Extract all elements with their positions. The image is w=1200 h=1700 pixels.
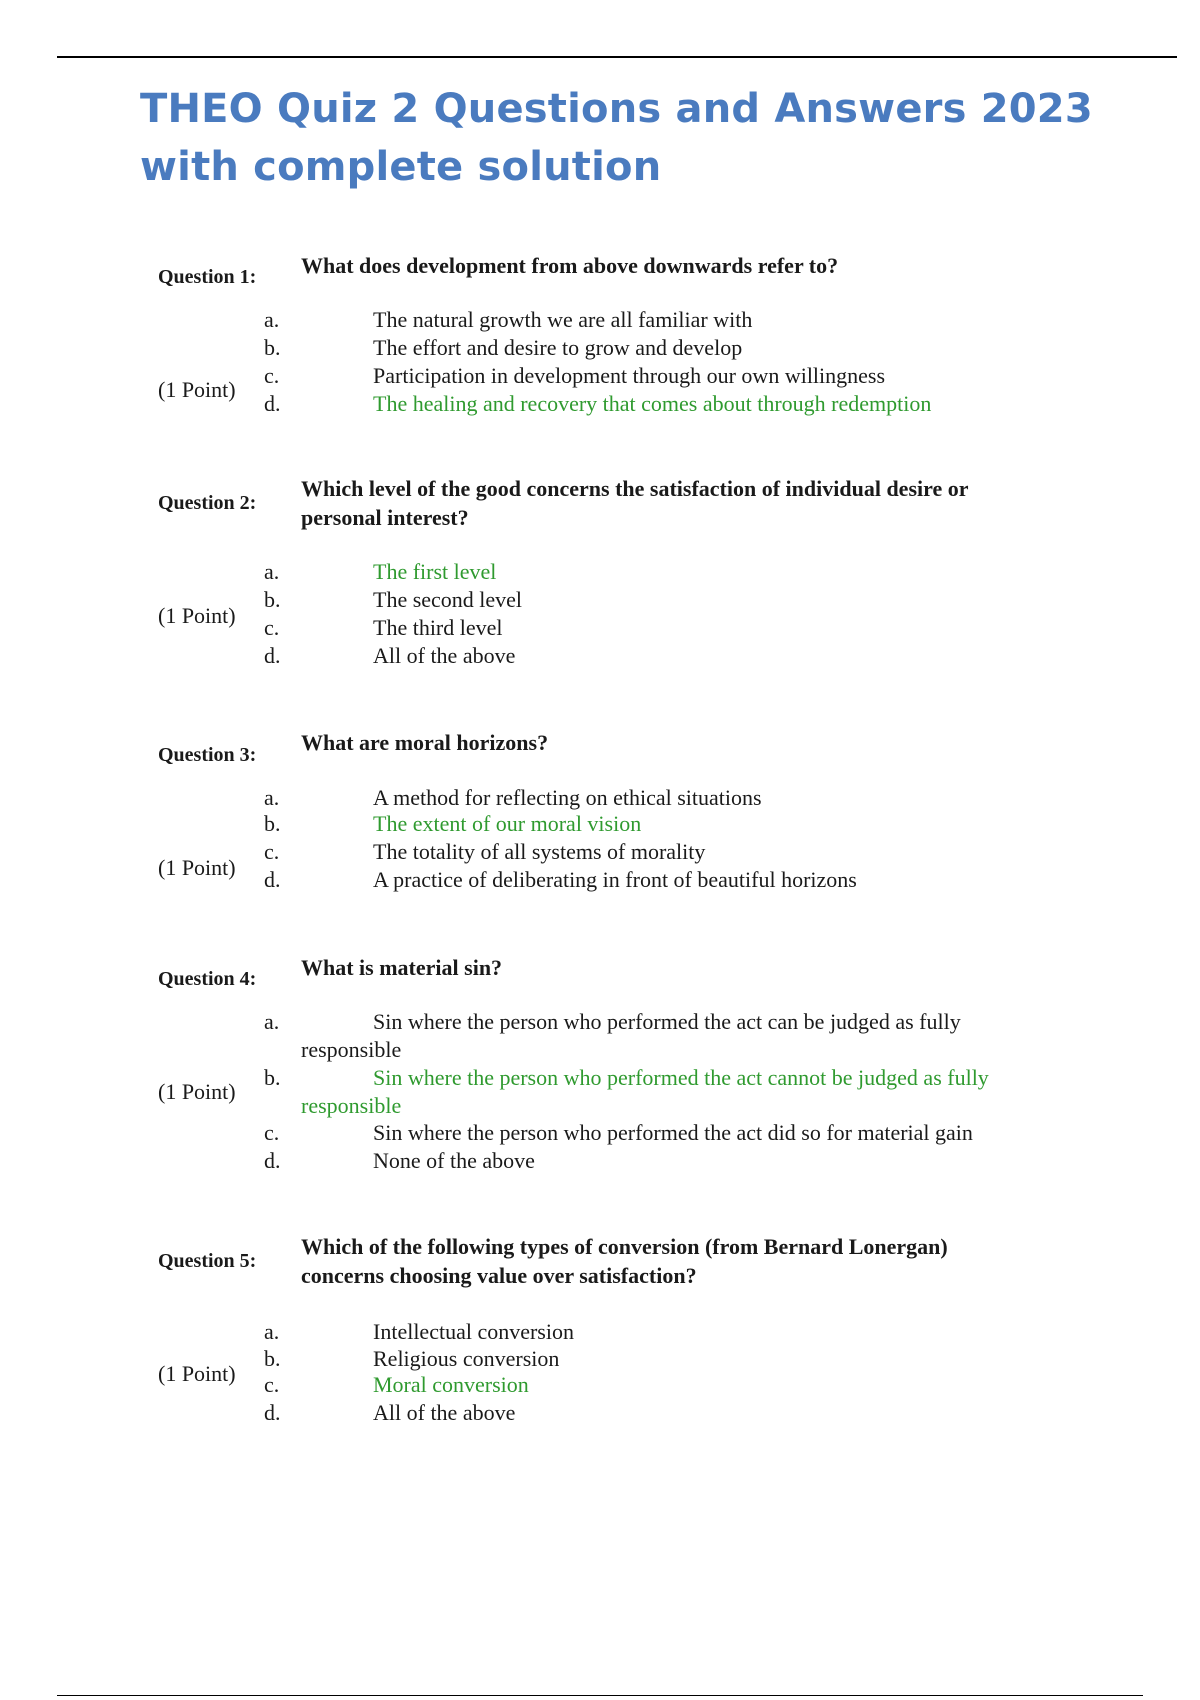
answer-option	[0, 784, 1200, 812]
option-letter: c.	[264, 839, 280, 864]
answer-option-correct	[0, 390, 1200, 418]
answer-option-correct	[0, 558, 1200, 586]
option-text: Religious conversion	[373, 1346, 560, 1371]
option-letter: d.	[264, 391, 281, 416]
option-letter: b.	[264, 587, 281, 612]
option-letter: b.	[264, 335, 281, 360]
question-label: Question 2:	[158, 492, 257, 514]
question-points: (1 Point)	[158, 1079, 236, 1104]
option-letter: d.	[264, 643, 281, 668]
question-text-line-2: personal interest?	[301, 505, 469, 530]
question-label: Question 3:	[158, 744, 257, 766]
question-text-line-1: Which level of the good concerns the satisfaction of individual desire or	[301, 476, 969, 501]
answer-option	[0, 362, 1200, 390]
title-line-1: THEO Quiz 2 Questions and Answers 2023	[140, 86, 1093, 132]
option-text-correct: The extent of our moral vision	[373, 811, 642, 836]
option-text: The second level	[373, 587, 523, 612]
question-points: (1 Point)	[158, 603, 236, 628]
question-text	[301, 1232, 1061, 1290]
answer-option	[0, 1008, 1200, 1062]
option-text-correct: Sin where the person who performed the act cannot be judged as fully	[373, 1065, 989, 1090]
answer-option	[0, 1147, 1200, 1175]
document-title	[140, 80, 1100, 196]
title-line-2: with complete solution	[140, 144, 662, 190]
option-text-continued: responsible	[301, 1037, 402, 1062]
top-rule	[57, 56, 1177, 58]
question-label: Question 1:	[158, 266, 257, 288]
question-text	[301, 474, 1061, 532]
option-text: The third level	[373, 615, 503, 640]
answer-option	[0, 306, 1200, 334]
answer-option	[0, 1399, 1200, 1427]
option-text-continued: responsible	[301, 1093, 402, 1118]
option-letter: a.	[264, 785, 280, 810]
answer-option-correct	[0, 1371, 1200, 1399]
bottom-rule	[57, 1695, 1143, 1696]
question-text: What is material sin?	[301, 955, 503, 980]
option-text: All of the above	[373, 643, 516, 668]
option-text: Sin where the person who performed the act did so for material gain	[373, 1120, 973, 1145]
option-letter: c.	[264, 1372, 280, 1397]
option-letter: b.	[264, 1346, 281, 1371]
option-text: None of the above	[373, 1148, 535, 1173]
option-letter: d.	[264, 1400, 281, 1425]
question-points: (1 Point)	[158, 377, 236, 402]
answer-option	[0, 866, 1200, 894]
option-text: The natural growth we are all familiar with	[373, 307, 753, 332]
answer-option	[0, 1345, 1200, 1373]
option-text: A practice of deliberating in front of beautiful horizons	[373, 867, 857, 892]
question-points: (1 Point)	[158, 1361, 236, 1386]
option-text: Intellectual conversion	[373, 1319, 574, 1344]
option-letter: a.	[264, 1319, 280, 1344]
option-letter: c.	[264, 615, 280, 640]
option-letter: c.	[264, 363, 280, 388]
answer-option	[0, 838, 1200, 866]
question-text-line-1: Which of the following types of conversion (from Bernard Lonergan)	[301, 1234, 948, 1259]
answer-option	[0, 1119, 1200, 1147]
option-letter: d.	[264, 867, 281, 892]
question-text: What are moral horizons?	[301, 730, 549, 755]
answer-option-correct	[0, 810, 1200, 838]
question-text: What does development from above downwards refer to?	[301, 253, 839, 278]
option-letter: a.	[264, 307, 280, 332]
option-letter: b.	[264, 1065, 281, 1090]
answer-option	[0, 614, 1200, 642]
answer-option-correct	[0, 1064, 1200, 1118]
answer-option	[0, 334, 1200, 362]
answer-option	[0, 1318, 1200, 1346]
option-letter: c.	[264, 1120, 280, 1145]
question-text-line-2: concerns choosing value over satisfaction?	[301, 1263, 697, 1288]
option-text: Participation in development through our own willingness	[373, 363, 886, 388]
option-text: All of the above	[373, 1400, 516, 1425]
question-label: Question 4:	[158, 968, 257, 990]
option-text: A method for reflecting on ethical situations	[373, 785, 762, 810]
option-letter: a.	[264, 559, 280, 584]
option-text: Sin where the person who performed the act can be judged as fully	[373, 1009, 961, 1034]
option-text: The effort and desire to grow and develop	[373, 335, 743, 360]
option-letter: b.	[264, 811, 281, 836]
option-text-correct: Moral conversion	[373, 1372, 529, 1397]
answer-option	[0, 586, 1200, 614]
question-points: (1 Point)	[158, 855, 236, 880]
option-text-correct: The healing and recovery that comes about through redemption	[373, 391, 932, 416]
question-label: Question 5:	[158, 1250, 257, 1272]
option-text: The totality of all systems of morality	[373, 839, 706, 864]
answer-option	[0, 642, 1200, 670]
option-letter: a.	[264, 1009, 280, 1034]
option-text-correct: The first level	[373, 559, 497, 584]
option-letter: d.	[264, 1148, 281, 1173]
